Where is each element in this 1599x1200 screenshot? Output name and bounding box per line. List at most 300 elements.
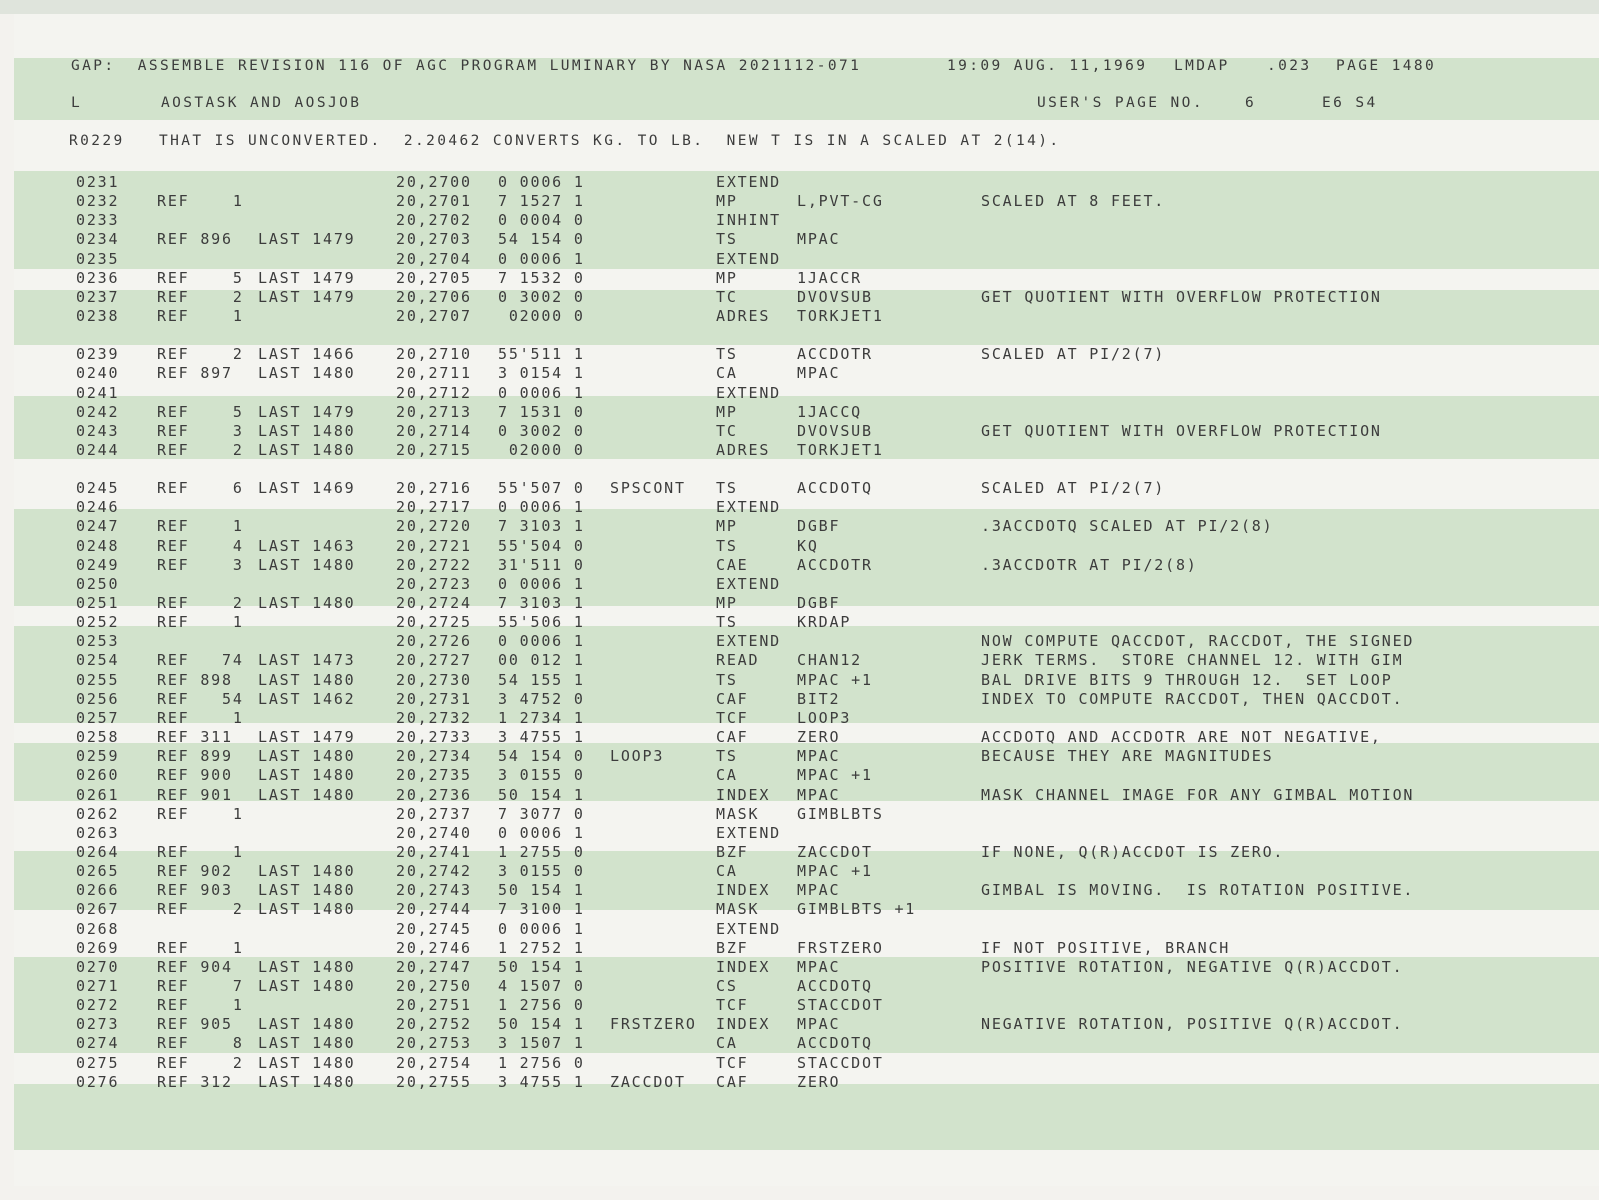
cell-opcode: MP xyxy=(716,403,738,421)
cell-octal-code: 55'507 0 xyxy=(498,479,585,497)
cell-last-ref: LAST 1463 xyxy=(258,537,356,555)
cell-comment: GET QUOTIENT WITH OVERFLOW PROTECTION xyxy=(981,288,1382,306)
cell-opcode: CS xyxy=(716,977,738,995)
listing-row xyxy=(0,288,1585,307)
cell-address: 20,2752 xyxy=(396,1015,472,1033)
listing-row xyxy=(0,1034,1585,1053)
preface-text: THAT IS UNCONVERTED. 2.20462 CONVERTS KG. TO LB. NEW T IS IN A SCALED AT 2(14). xyxy=(159,133,1061,149)
cell-operand: ZERO xyxy=(797,728,841,746)
cell-line-number: 0242 xyxy=(76,403,120,421)
cell-octal-code: 02000 0 xyxy=(498,307,585,325)
cell-comment: JERK TERMS. STORE CHANNEL 12. WITH GIM xyxy=(981,651,1404,669)
cell-octal-code: 0 0006 1 xyxy=(498,250,585,268)
cell-address: 20,2720 xyxy=(396,517,472,535)
cell-address: 20,2704 xyxy=(396,250,472,268)
listing-row xyxy=(0,920,1585,939)
cell-address: 20,2712 xyxy=(396,384,472,402)
cell-ref-count: REF 902 xyxy=(157,862,233,880)
cell-octal-code: 7 3100 1 xyxy=(498,900,585,918)
cell-octal-code: 0 0006 1 xyxy=(498,575,585,593)
cell-address: 20,2731 xyxy=(396,690,472,708)
cell-comment: GIMBAL IS MOVING. IS ROTATION POSITIVE. xyxy=(981,881,1415,899)
greenbar-band xyxy=(14,1084,1599,1150)
cell-line-number: 0240 xyxy=(76,364,120,382)
cell-last-ref: LAST 1479 xyxy=(258,403,356,421)
cell-octal-code: 7 1531 0 xyxy=(498,403,585,421)
cell-opcode: BZF xyxy=(716,843,749,861)
cell-comment: INDEX TO COMPUTE RACCDOT, THEN QACCDOT. xyxy=(981,690,1404,708)
cell-comment: SCALED AT PI/2(7) xyxy=(981,345,1166,363)
cell-octal-code: 1 2752 1 xyxy=(498,939,585,957)
cell-opcode: CA xyxy=(716,1034,738,1052)
listing-row xyxy=(0,479,1585,498)
cell-last-ref: LAST 1466 xyxy=(258,345,356,363)
cell-address: 20,2725 xyxy=(396,613,472,631)
listing-row xyxy=(0,766,1585,785)
program-version: .023 xyxy=(1267,58,1312,74)
cell-address: 20,2755 xyxy=(396,1073,472,1091)
cell-address: 20,2722 xyxy=(396,556,472,574)
cell-operand: ACCDOTQ xyxy=(797,1034,873,1052)
cell-last-ref: LAST 1480 xyxy=(258,422,356,440)
cell-line-number: 0271 xyxy=(76,977,120,995)
cell-opcode: TS xyxy=(716,479,738,497)
cell-opcode: CAE xyxy=(716,556,749,574)
cell-label: ZACCDOT xyxy=(610,1073,686,1091)
cell-octal-code: 0 0006 1 xyxy=(498,632,585,650)
cell-octal-code: 7 1527 1 xyxy=(498,192,585,210)
cell-opcode: CA xyxy=(716,766,738,784)
cell-octal-code: 3 0155 0 xyxy=(498,862,585,880)
cell-operand: DGBF xyxy=(797,594,841,612)
log-marker: L xyxy=(71,95,83,111)
cell-line-number: 0267 xyxy=(76,900,120,918)
cell-ref-count: REF 904 xyxy=(157,958,233,976)
cell-ref-count: REF 1 xyxy=(157,843,244,861)
cell-ref-count: REF 7 xyxy=(157,977,244,995)
cell-last-ref: LAST 1480 xyxy=(258,862,356,880)
cell-ref-count: REF 54 xyxy=(157,690,244,708)
cell-opcode: TC xyxy=(716,288,738,306)
page-number: PAGE 1480 xyxy=(1336,58,1437,74)
cell-octal-code: 3 4755 1 xyxy=(498,1073,585,1091)
cell-octal-code: 0 0006 1 xyxy=(498,498,585,516)
cell-octal-code: 1 2756 0 xyxy=(498,1054,585,1072)
cell-line-number: 0269 xyxy=(76,939,120,957)
cell-last-ref: LAST 1480 xyxy=(258,1073,356,1091)
cell-label: FRSTZERO xyxy=(610,1015,697,1033)
cell-line-number: 0234 xyxy=(76,230,120,248)
cell-line-number: 0251 xyxy=(76,594,120,612)
listing-row xyxy=(0,824,1585,843)
cell-octal-code: 55'506 1 xyxy=(498,613,585,631)
cell-address: 20,2705 xyxy=(396,269,472,287)
cell-line-number: 0239 xyxy=(76,345,120,363)
cell-last-ref: LAST 1480 xyxy=(258,977,356,995)
cell-opcode: TC xyxy=(716,422,738,440)
cell-comment: IF NONE, Q(R)ACCDOT IS ZERO. xyxy=(981,843,1285,861)
cell-octal-code: 7 3103 1 xyxy=(498,517,585,535)
cell-address: 20,2741 xyxy=(396,843,472,861)
cell-octal-code: 7 3103 1 xyxy=(498,594,585,612)
listing-row xyxy=(0,613,1585,632)
cell-line-number: 0265 xyxy=(76,862,120,880)
cell-ref-count: REF 2 xyxy=(157,345,244,363)
cell-last-ref: LAST 1480 xyxy=(258,786,356,804)
cell-line-number: 0276 xyxy=(76,1073,120,1091)
listing-row xyxy=(0,1015,1585,1034)
cell-opcode: MP xyxy=(716,269,738,287)
listing-row xyxy=(0,556,1585,575)
listing-row xyxy=(0,594,1585,613)
cell-ref-count: REF 1 xyxy=(157,192,244,210)
cell-comment: SCALED AT 8 FEET. xyxy=(981,192,1166,210)
cell-comment: BECAUSE THEY ARE MAGNITUDES xyxy=(981,747,1274,765)
cell-comment: .3ACCDOTR AT PI/2(8) xyxy=(981,556,1198,574)
cell-ref-count: REF 1 xyxy=(157,996,244,1014)
cell-line-number: 0236 xyxy=(76,269,120,287)
listing-row xyxy=(0,575,1585,594)
listing-row xyxy=(0,747,1585,766)
listing-row xyxy=(0,537,1585,556)
cell-address: 20,2715 xyxy=(396,441,472,459)
cell-operand: MPAC +1 xyxy=(797,671,873,689)
cell-ref-count: REF 4 xyxy=(157,537,244,555)
cell-address: 20,2743 xyxy=(396,881,472,899)
cell-last-ref: LAST 1480 xyxy=(258,1034,356,1052)
cell-octal-code: 1 2756 0 xyxy=(498,996,585,1014)
cell-octal-code: 3 0155 0 xyxy=(498,766,585,784)
cell-ref-count: REF 903 xyxy=(157,881,233,899)
cell-address: 20,2700 xyxy=(396,173,472,191)
cell-comment: GET QUOTIENT WITH OVERFLOW PROTECTION xyxy=(981,422,1382,440)
cell-operand: LOOP3 xyxy=(797,709,852,727)
cell-operand: KQ xyxy=(797,537,819,555)
listing-row xyxy=(0,173,1585,192)
cell-last-ref: LAST 1479 xyxy=(258,288,356,306)
cell-operand: STACCDOT xyxy=(797,996,884,1014)
cell-last-ref: LAST 1480 xyxy=(258,1015,356,1033)
preface-line xyxy=(69,133,1061,152)
listing-row xyxy=(0,690,1585,709)
cell-ref-count: REF 896 xyxy=(157,230,233,248)
cell-line-number: 0260 xyxy=(76,766,120,784)
cell-line-number: 0253 xyxy=(76,632,120,650)
cell-operand: ZERO xyxy=(797,1073,841,1091)
cell-comment: IF NOT POSITIVE, BRANCH xyxy=(981,939,1231,957)
cell-operand: DVOVSUB xyxy=(797,288,873,306)
cell-opcode: ADRES xyxy=(716,307,771,325)
cell-octal-code: 55'511 1 xyxy=(498,345,585,363)
cell-operand: TORKJET1 xyxy=(797,441,884,459)
cell-operand: MPAC +1 xyxy=(797,766,873,784)
listing-row xyxy=(0,364,1585,383)
cell-operand: TORKJET1 xyxy=(797,307,884,325)
cell-octal-code: 3 4755 1 xyxy=(498,728,585,746)
cell-opcode: MP xyxy=(716,192,738,210)
cell-opcode: TCF xyxy=(716,709,749,727)
cell-line-number: 0241 xyxy=(76,384,120,402)
cell-line-number: 0259 xyxy=(76,747,120,765)
cell-address: 20,2754 xyxy=(396,1054,472,1072)
cell-label: SPSCONT xyxy=(610,479,686,497)
cell-last-ref: LAST 1480 xyxy=(258,441,356,459)
listing-row xyxy=(0,250,1585,269)
cell-ref-count: REF 8 xyxy=(157,1034,244,1052)
cell-line-number: 0248 xyxy=(76,537,120,555)
cell-opcode: EXTEND xyxy=(716,575,781,593)
listing-row xyxy=(0,517,1585,536)
cell-line-number: 0275 xyxy=(76,1054,120,1072)
cell-line-number: 0249 xyxy=(76,556,120,574)
cell-operand: MPAC xyxy=(797,230,841,248)
cell-octal-code: 0 0006 1 xyxy=(498,824,585,842)
listing-row xyxy=(0,786,1585,805)
cell-ref-count: REF 3 xyxy=(157,422,244,440)
cell-opcode: EXTEND xyxy=(716,173,781,191)
cell-operand: L,PVT-CG xyxy=(797,192,884,210)
cell-address: 20,2714 xyxy=(396,422,472,440)
cell-line-number: 0273 xyxy=(76,1015,120,1033)
cell-ref-count: REF 2 xyxy=(157,441,244,459)
cell-ref-count: REF 901 xyxy=(157,786,233,804)
cell-address: 20,2713 xyxy=(396,403,472,421)
cell-line-number: 0261 xyxy=(76,786,120,804)
cell-ref-count: REF 2 xyxy=(157,594,244,612)
cell-line-number: 0256 xyxy=(76,690,120,708)
cell-ref-count: REF 311 xyxy=(157,728,233,746)
cell-opcode: EXTEND xyxy=(716,498,781,516)
cell-address: 20,2716 xyxy=(396,479,472,497)
cell-last-ref: LAST 1480 xyxy=(258,766,356,784)
listing-row xyxy=(0,709,1585,728)
cell-ref-count: REF 905 xyxy=(157,1015,233,1033)
cell-line-number: 0257 xyxy=(76,709,120,727)
cell-address: 20,2732 xyxy=(396,709,472,727)
cell-address: 20,2711 xyxy=(396,364,472,382)
cell-opcode: CAF xyxy=(716,1073,749,1091)
listing-timestamp: 19:09 AUG. 11,1969 xyxy=(947,58,1148,74)
cell-address: 20,2737 xyxy=(396,805,472,823)
cell-octal-code: 0 0006 1 xyxy=(498,173,585,191)
listing-row xyxy=(0,269,1585,288)
cell-ref-count: REF 5 xyxy=(157,403,244,421)
cell-octal-code: 4 1507 0 xyxy=(498,977,585,995)
cell-operand: FRSTZERO xyxy=(797,939,884,957)
cell-opcode: CAF xyxy=(716,690,749,708)
listing-row xyxy=(0,900,1585,919)
cell-operand: BIT2 xyxy=(797,690,841,708)
cell-octal-code: 50 154 1 xyxy=(498,1015,585,1033)
cell-opcode: INDEX xyxy=(716,1015,771,1033)
preface-line-number: R0229 xyxy=(69,133,125,149)
listing-row xyxy=(0,805,1585,824)
listing-row xyxy=(0,632,1585,651)
header-line-1 xyxy=(71,58,1437,77)
cell-ref-count: REF 898 xyxy=(157,671,233,689)
cell-address: 20,2753 xyxy=(396,1034,472,1052)
cell-line-number: 0262 xyxy=(76,805,120,823)
cell-address: 20,2727 xyxy=(396,651,472,669)
cell-last-ref: LAST 1480 xyxy=(258,958,356,976)
cell-line-number: 0264 xyxy=(76,843,120,861)
listing-row xyxy=(0,307,1585,326)
listing-row xyxy=(0,498,1585,517)
cell-ref-count: REF 6 xyxy=(157,479,244,497)
cell-last-ref: LAST 1480 xyxy=(258,881,356,899)
cell-ref-count: REF 1 xyxy=(157,307,244,325)
listing-row xyxy=(0,939,1585,958)
cell-line-number: 0263 xyxy=(76,824,120,842)
cell-operand: MPAC xyxy=(797,1015,841,1033)
cell-opcode: CAF xyxy=(716,728,749,746)
cell-line-number: 0266 xyxy=(76,881,120,899)
cell-ref-count: REF 2 xyxy=(157,900,244,918)
cell-opcode: TS xyxy=(716,537,738,555)
cell-address: 20,2733 xyxy=(396,728,472,746)
cell-opcode: BZF xyxy=(716,939,749,957)
cell-address: 20,2706 xyxy=(396,288,472,306)
cell-address: 20,2734 xyxy=(396,747,472,765)
listing-title: GAP: ASSEMBLE REVISION 116 OF AGC PROGRAM LUMINARY BY NASA 2021112-071 xyxy=(71,58,862,74)
cell-operand: ZACCDOT xyxy=(797,843,873,861)
listing-row xyxy=(0,977,1585,996)
cell-last-ref: LAST 1479 xyxy=(258,230,356,248)
cell-comment: NEGATIVE ROTATION, POSITIVE Q(R)ACCDOT. xyxy=(981,1015,1404,1033)
listing-row xyxy=(0,211,1585,230)
cell-line-number: 0243 xyxy=(76,422,120,440)
cell-address: 20,2750 xyxy=(396,977,472,995)
cell-operand: MPAC xyxy=(797,747,841,765)
cell-address: 20,2735 xyxy=(396,766,472,784)
cell-octal-code: 3 4752 0 xyxy=(498,690,585,708)
cell-opcode: EXTEND xyxy=(716,920,781,938)
listing-row xyxy=(0,958,1585,977)
cell-address: 20,2723 xyxy=(396,575,472,593)
cell-address: 20,2703 xyxy=(396,230,472,248)
cell-octal-code: 54 154 0 xyxy=(498,747,585,765)
cell-octal-code: 0 0006 1 xyxy=(498,384,585,402)
header-line-2 xyxy=(71,95,1378,114)
cell-address: 20,2744 xyxy=(396,900,472,918)
cell-operand: GIMBLBTS xyxy=(797,805,884,823)
cell-opcode: TS xyxy=(716,747,738,765)
cell-operand: DVOVSUB xyxy=(797,422,873,440)
cell-ref-count: REF 1 xyxy=(157,517,244,535)
listing-row xyxy=(0,881,1585,900)
cell-operand: MPAC xyxy=(797,958,841,976)
cell-octal-code: 50 154 1 xyxy=(498,786,585,804)
cell-address: 20,2726 xyxy=(396,632,472,650)
cell-comment: MASK CHANNEL IMAGE FOR ANY GIMBAL MOTION xyxy=(981,786,1415,804)
cell-opcode: READ xyxy=(716,651,760,669)
listing-row xyxy=(0,403,1585,422)
cell-opcode: EXTEND xyxy=(716,250,781,268)
cell-operand: ACCDOTR xyxy=(797,556,873,574)
cell-octal-code: 7 3077 0 xyxy=(498,805,585,823)
cell-operand: STACCDOT xyxy=(797,1054,884,1072)
cell-octal-code: 55'504 0 xyxy=(498,537,585,555)
listing-row xyxy=(0,671,1585,690)
cell-line-number: 0244 xyxy=(76,441,120,459)
cell-operand: MPAC xyxy=(797,881,841,899)
cell-last-ref: LAST 1462 xyxy=(258,690,356,708)
users-page-label: USER'S PAGE NO. xyxy=(1037,95,1204,111)
listing-row xyxy=(0,728,1585,747)
cell-ref-count: REF 5 xyxy=(157,269,244,287)
cell-opcode: MP xyxy=(716,594,738,612)
cell-ref-count: REF 2 xyxy=(157,288,244,306)
cell-line-number: 0247 xyxy=(76,517,120,535)
page-code: E6 S4 xyxy=(1322,95,1378,111)
listing-row xyxy=(0,422,1585,441)
cell-opcode: INDEX xyxy=(716,881,771,899)
cell-line-number: 0237 xyxy=(76,288,120,306)
cell-opcode: MASK xyxy=(716,900,760,918)
cell-address: 20,2721 xyxy=(396,537,472,555)
cell-ref-count: REF 897 xyxy=(157,364,233,382)
cell-octal-code: 50 154 1 xyxy=(498,881,585,899)
cell-opcode: TS xyxy=(716,613,738,631)
cell-opcode: MASK xyxy=(716,805,760,823)
cell-address: 20,2751 xyxy=(396,996,472,1014)
cell-line-number: 0274 xyxy=(76,1034,120,1052)
cell-opcode: CA xyxy=(716,364,738,382)
cell-ref-count: REF 312 xyxy=(157,1073,233,1091)
cell-operand: ACCDOTQ xyxy=(797,977,873,995)
cell-ref-count: REF 2 xyxy=(157,1054,244,1072)
cell-opcode: EXTEND xyxy=(716,824,781,842)
cell-ref-count: REF 899 xyxy=(157,747,233,765)
cell-address: 20,2730 xyxy=(396,671,472,689)
cell-opcode: INDEX xyxy=(716,958,771,976)
cell-comment: ACCDOTQ AND ACCDOTR ARE NOT NEGATIVE, xyxy=(981,728,1382,746)
cell-opcode: ADRES xyxy=(716,441,771,459)
cell-address: 20,2745 xyxy=(396,920,472,938)
cell-comment: NOW COMPUTE QACCDOT, RACCDOT, THE SIGNED xyxy=(981,632,1415,650)
cell-line-number: 0231 xyxy=(76,173,120,191)
cell-line-number: 0268 xyxy=(76,920,120,938)
cell-last-ref: LAST 1480 xyxy=(258,671,356,689)
cell-opcode: CA xyxy=(716,862,738,880)
cell-address: 20,2707 xyxy=(396,307,472,325)
listing-row xyxy=(0,192,1585,211)
listing-row xyxy=(0,441,1585,460)
cell-last-ref: LAST 1473 xyxy=(258,651,356,669)
cell-line-number: 0238 xyxy=(76,307,120,325)
cell-operand: MPAC +1 xyxy=(797,862,873,880)
cell-line-number: 0250 xyxy=(76,575,120,593)
cell-octal-code: 0 0004 0 xyxy=(498,211,585,229)
cell-line-number: 0233 xyxy=(76,211,120,229)
cell-opcode: MP xyxy=(716,517,738,535)
cell-octal-code: 0 0006 1 xyxy=(498,920,585,938)
cell-octal-code: 54 155 1 xyxy=(498,671,585,689)
cell-line-number: 0258 xyxy=(76,728,120,746)
cell-octal-code: 3 1507 1 xyxy=(498,1034,585,1052)
cell-line-number: 0235 xyxy=(76,250,120,268)
cell-operand: MPAC xyxy=(797,364,841,382)
cell-line-number: 0255 xyxy=(76,671,120,689)
cell-opcode: TCF xyxy=(716,996,749,1014)
cell-address: 20,2742 xyxy=(396,862,472,880)
cell-octal-code: 50 154 1 xyxy=(498,958,585,976)
listing-row xyxy=(0,1073,1585,1092)
cell-address: 20,2702 xyxy=(396,211,472,229)
listing-row xyxy=(0,345,1585,364)
cell-operand: ACCDOTQ xyxy=(797,479,873,497)
cell-octal-code: 00 012 1 xyxy=(498,651,585,669)
